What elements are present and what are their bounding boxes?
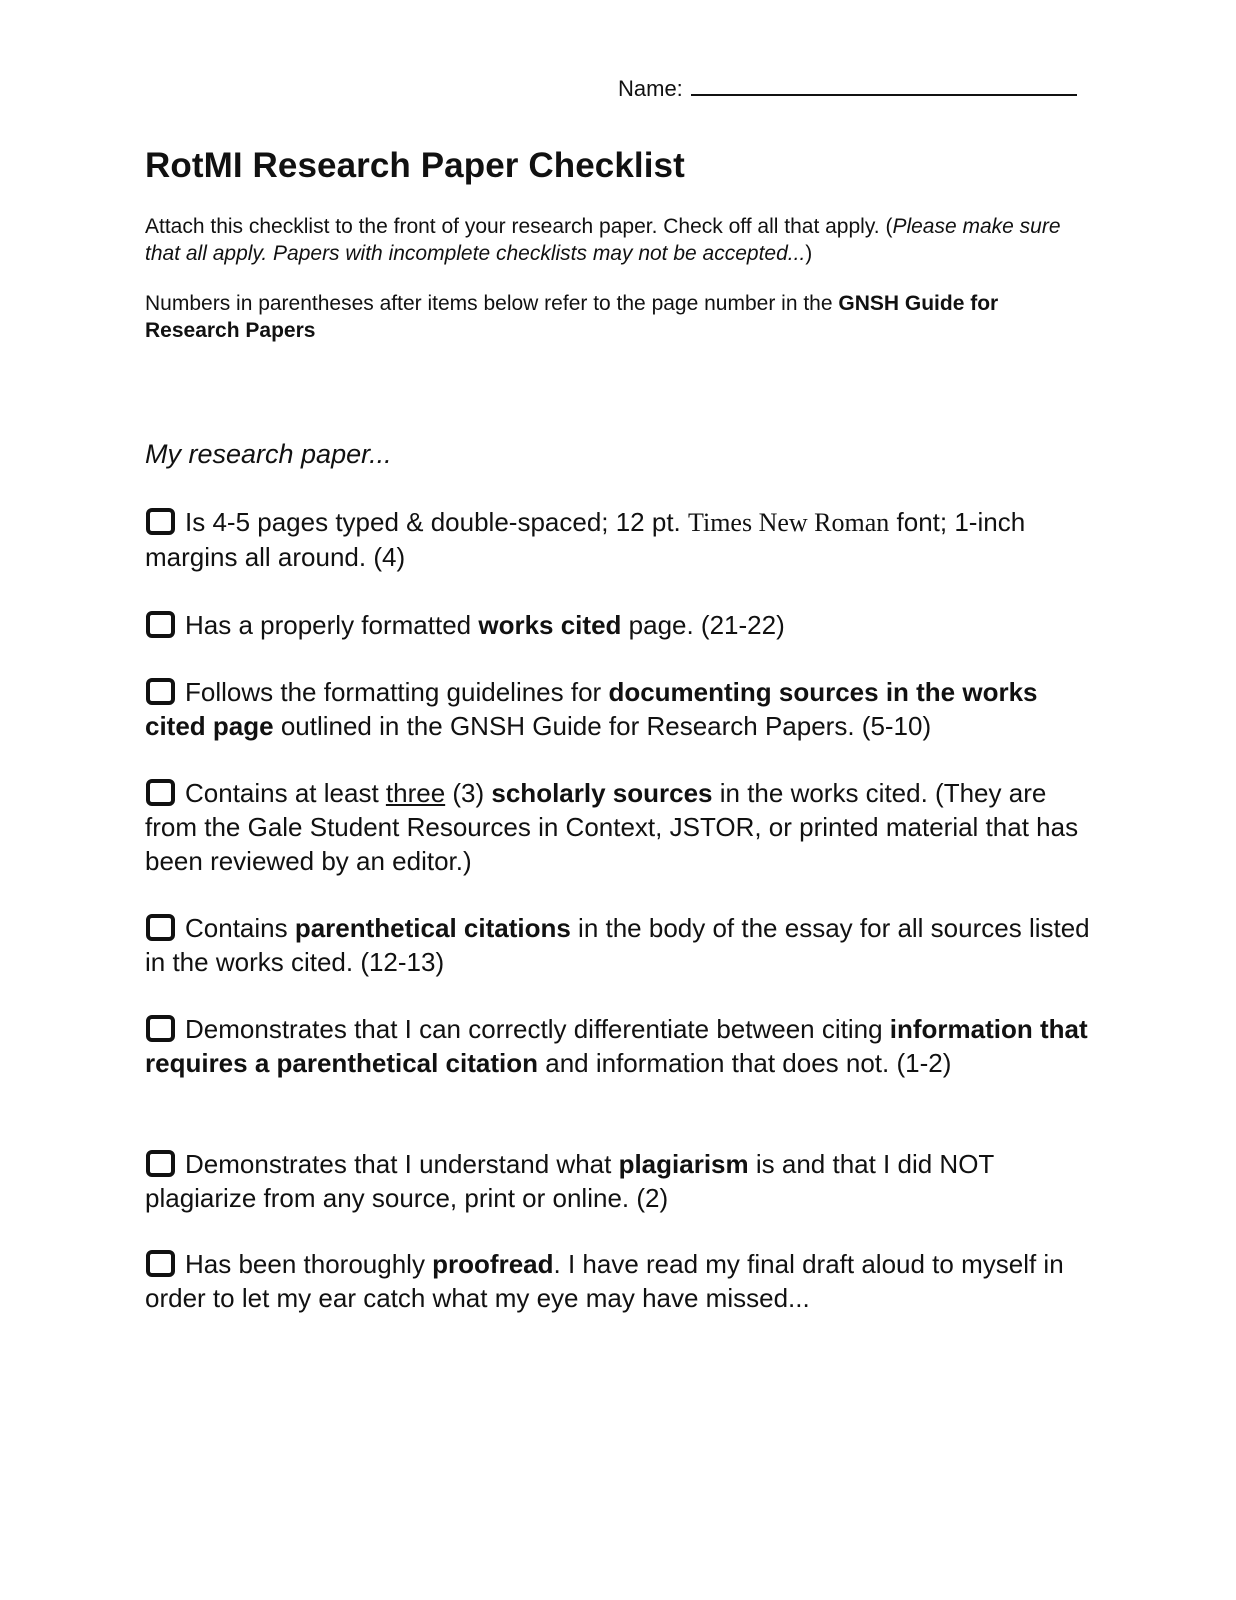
checkbox[interactable]: [146, 1015, 175, 1042]
item-text: Has a properly formatted: [185, 610, 479, 640]
name-label: Name:: [618, 76, 683, 101]
item-text: Contains at least: [185, 778, 386, 808]
item-text: (3): [445, 778, 492, 808]
item-text: Is 4-5 pages typed & double-spaced; 12 pt.: [185, 507, 689, 537]
item-text: Demonstrates that I understand what: [185, 1149, 619, 1179]
checkbox[interactable]: [146, 779, 175, 806]
intro-note-guide-title: GNSH Guide for Research Papers: [145, 292, 999, 342]
checkbox[interactable]: [146, 508, 175, 535]
checkbox[interactable]: [146, 678, 175, 705]
name-field: [618, 72, 1077, 102]
checklist-item: [145, 1247, 1105, 1315]
page-title: RotMI Research Paper Checklist: [145, 146, 685, 185]
item-emphasis: documenting sources in the works cited page: [145, 677, 1038, 741]
intro-instructions-text: Attach this checklist to the front of your research paper. Check off all that apply. (: [145, 215, 893, 238]
intro-instructions: [145, 213, 1085, 267]
item-emphasis: plagiarism: [618, 1149, 749, 1179]
item-text: Contains: [185, 913, 295, 943]
item-text: in the works cited. (They are from the Gale Student Resources in Context, JSTOR, or printed material that has been reviewed by an editor.): [145, 778, 1079, 876]
item-emphasis: parenthetical citations: [294, 913, 571, 943]
item-text: Has been thoroughly: [185, 1249, 433, 1279]
item-text: and information that does not. (1-2): [538, 1048, 952, 1078]
item-text: . I have read my final draft aloud to myself in order to let my ear catch what my eye may have missed...: [145, 1249, 1064, 1313]
intro-note-text: Numbers in parentheses after items below refer to the page number in the: [145, 292, 839, 315]
item-underline: three: [385, 778, 446, 808]
intro-page-numbers-note: [145, 290, 1085, 344]
checkbox[interactable]: [146, 1250, 175, 1277]
name-blank-line[interactable]: [691, 72, 1077, 96]
checklist-item: [145, 505, 1105, 574]
checkbox[interactable]: [146, 611, 175, 638]
intro-instructions-close: ): [805, 242, 813, 265]
item-emphasis: works cited: [478, 610, 622, 640]
item-emphasis: scholarly sources: [491, 778, 713, 808]
intro-instructions-italic: Please make sure that all apply. Papers with incomplete checklists may not be accepted...: [145, 215, 1061, 265]
item-font-name: Times New Roman: [688, 508, 890, 537]
checklist-item: [145, 1012, 1105, 1080]
checklist-lead: My research paper...: [145, 439, 392, 469]
item-text: Demonstrates that I can correctly differentiate between citing: [185, 1014, 890, 1044]
item-text: outlined in the GNSH Guide for Research Papers. (5-10): [273, 711, 932, 741]
item-text: in the body of the essay for all sources listed in the works cited. (12-13): [145, 913, 1090, 977]
checklist-item: [145, 675, 1105, 743]
item-text: font; 1-inch margins all around. (4): [145, 507, 1026, 572]
checklist-item: [145, 776, 1105, 878]
item-text: is and that I did NOT plagiarize from any source, print or online. (2): [145, 1149, 994, 1213]
checklist-item: [145, 911, 1105, 979]
checkbox[interactable]: [146, 914, 175, 941]
checkbox[interactable]: [146, 1150, 175, 1177]
checklist-item: [145, 1147, 1105, 1215]
item-emphasis: proofread: [432, 1249, 554, 1279]
item-text: page. (21-22): [621, 610, 785, 640]
item-emphasis: information that requires a parenthetical citation: [145, 1014, 1088, 1078]
checklist-item: [145, 608, 1105, 642]
item-text: Follows the formatting guidelines for: [185, 677, 609, 707]
